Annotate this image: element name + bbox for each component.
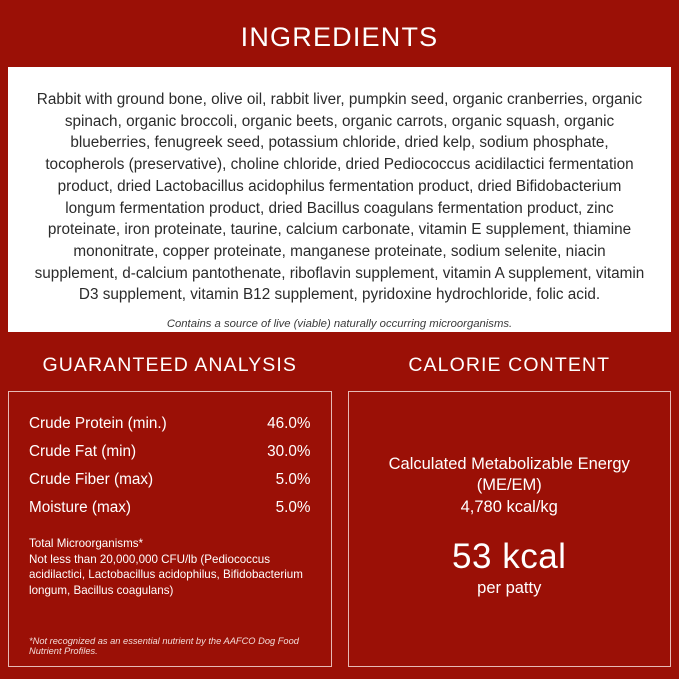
calorie-content-header [340,354,672,377]
nutrient-value: 5.0% [275,499,311,516]
calorie-content-panel [348,391,672,667]
microorganisms-heading: Total Microorganisms* [29,537,144,550]
nutrient-label: Moisture (max) [29,499,131,516]
page-title: INGREDIENTS [240,22,439,52]
calorie-content-body [369,454,651,613]
metabolizable-energy-label: Calculated Metabolizable Energy (ME/EM) [388,454,630,494]
guaranteed-analysis-panel [8,391,332,667]
guaranteed-analysis-table [29,410,311,522]
nutrient-value: 46.0% [267,415,311,432]
ingredients-card [8,67,671,332]
calories-per-unit-value: 53 kcal [452,537,567,577]
calories-per-unit-label: per patty [477,579,542,598]
nutrient-value: 30.0% [267,443,311,460]
table-row [29,494,311,522]
table-row [29,466,311,494]
guaranteed-analysis-footnote: *Not recognized as an essential nutrient by the AAFCO Dog Food Nutrient Profiles. [29,636,299,656]
microorganisms-detail: Not less than 20,000,000 CFU/lb (Pediococcus acidilactici, Lactobacillus acidophilus, Bifidobacterium longum, Bacillus coagulans) [29,552,303,597]
ingredients-note: Contains a source of live (viable) naturally occurring microorganisms. [166,318,513,331]
calorie-content-title: CALORIE CONTENT [408,354,611,376]
guaranteed-analysis-title: GUARANTEED ANALYSIS [42,354,298,376]
microorganisms-block [29,536,311,599]
guaranteed-analysis-header [8,354,340,377]
nutrient-value: 5.0% [275,471,311,488]
ingredients-text: Rabbit with ground bone, olive oil, rabbit liver, pumpkin seed, organic cranberries, organic spinach, organic broccoli, organic beets, organic carrots, organic squash, organic blueberries, fenugreek seed, potassium chloride, dried kelp, sodium phosphate, tocopherols (preservative), choline chloride, dried Pediococcus acidilactici fermentation product, dried Lactobacillus acidophilus fermentation product, dried Bifidobacterium longum fermentation product, dried Bacillus coagulans fermentation product, zinc proteinate, iron proteinate, taurine, calcium carbonate, vitamin E supplement, thiamine mononitrate, copper proteinate, manganese proteinate, sodium selenite, niacin supplement, d-calcium pantothenate, riboflavin supplement, vitamin A supplement, vitamin D3 supplement, vitamin B12 supplement, pyridoxine hydrochloride, folic acid. [34,91,645,304]
nutrient-label: Crude Fiber (max) [29,471,154,488]
panels [8,391,671,679]
nutrient-label: Crude Fat (min) [29,443,137,460]
nutrient-label: Crude Protein (min.) [29,415,167,432]
section-headers [8,354,671,377]
metabolizable-energy-value: 4,780 kcal/kg [460,498,558,517]
table-row [29,438,311,466]
table-row [29,410,311,438]
